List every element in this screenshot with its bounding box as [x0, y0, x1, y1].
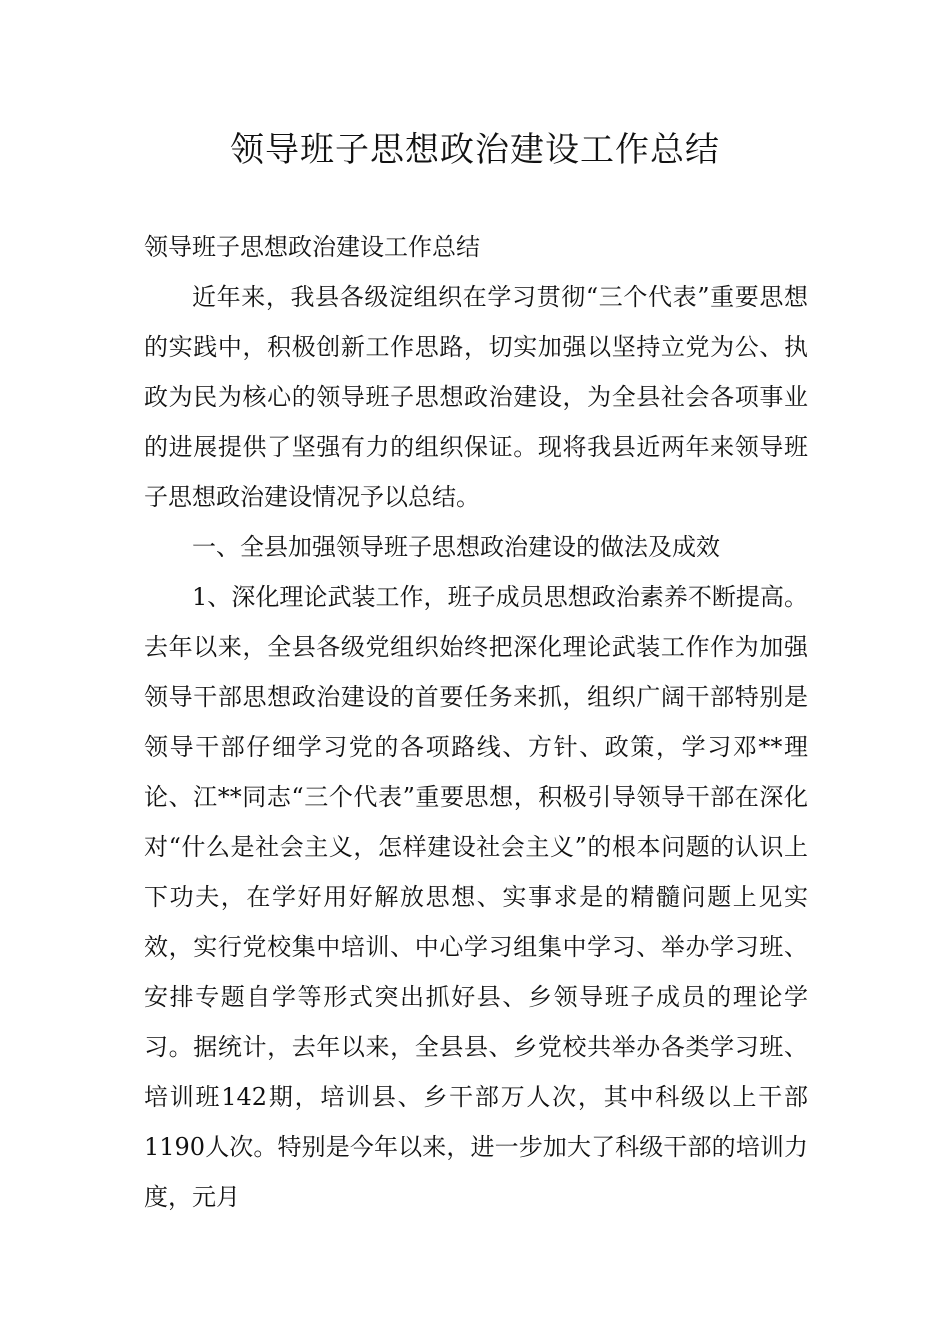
paragraph-theory: 1、深化理论武装工作，班子成员思想政治素养不断提高。去年以来，全县各级党组织始终把深化理论武装工作作为加强领导干部思想政治建设的首要任务来抓，组织广阔干部特别是领导干部仔细学习党的各项路线、方针、政策，学习邓**理论、江**同志“三个代表”重要思想，积极引导领导干部在深化对“什么是社会主义，怎样建设社会主义”的根本问题的认识上下功夫，在学好用好解放思想、实事求是的精髓问题上见实效，实行党校集中培训、中心学习组集中学习、举办学习班、安排专题自学等形式突出抓好县、乡领导班子成员的理论学习。据统计，去年以来，全县县、乡党校共举办各类学习班、培训班142期，培训县、乡干部万人次，其中科级以上干部1190人次。特别是今年以来，进一步加大了科级干部的培训力度，元月	[144, 583, 808, 1211]
section-heading: 一、全县加强领导班子思想政治建设的做法及成效	[192, 533, 720, 561]
document-title: 领导班子思想政治建设工作总结	[230, 130, 720, 170]
paragraph-intro: 近年来，我县各级淀组织在学习贯彻“三个代表”重要思想的实践中，积极创新工作思路，切实加强以坚持立党为公、执政为民为核心的领导班子思想政治建设，为全县社会各项事业的进展提供了坚强有力的组织保证。现将我县近两年来领导班子思想政治建设情况予以总结。	[144, 283, 808, 511]
document-subtitle: 领导班子思想政治建设工作总结	[144, 233, 480, 261]
document-body	[144, 222, 808, 1222]
